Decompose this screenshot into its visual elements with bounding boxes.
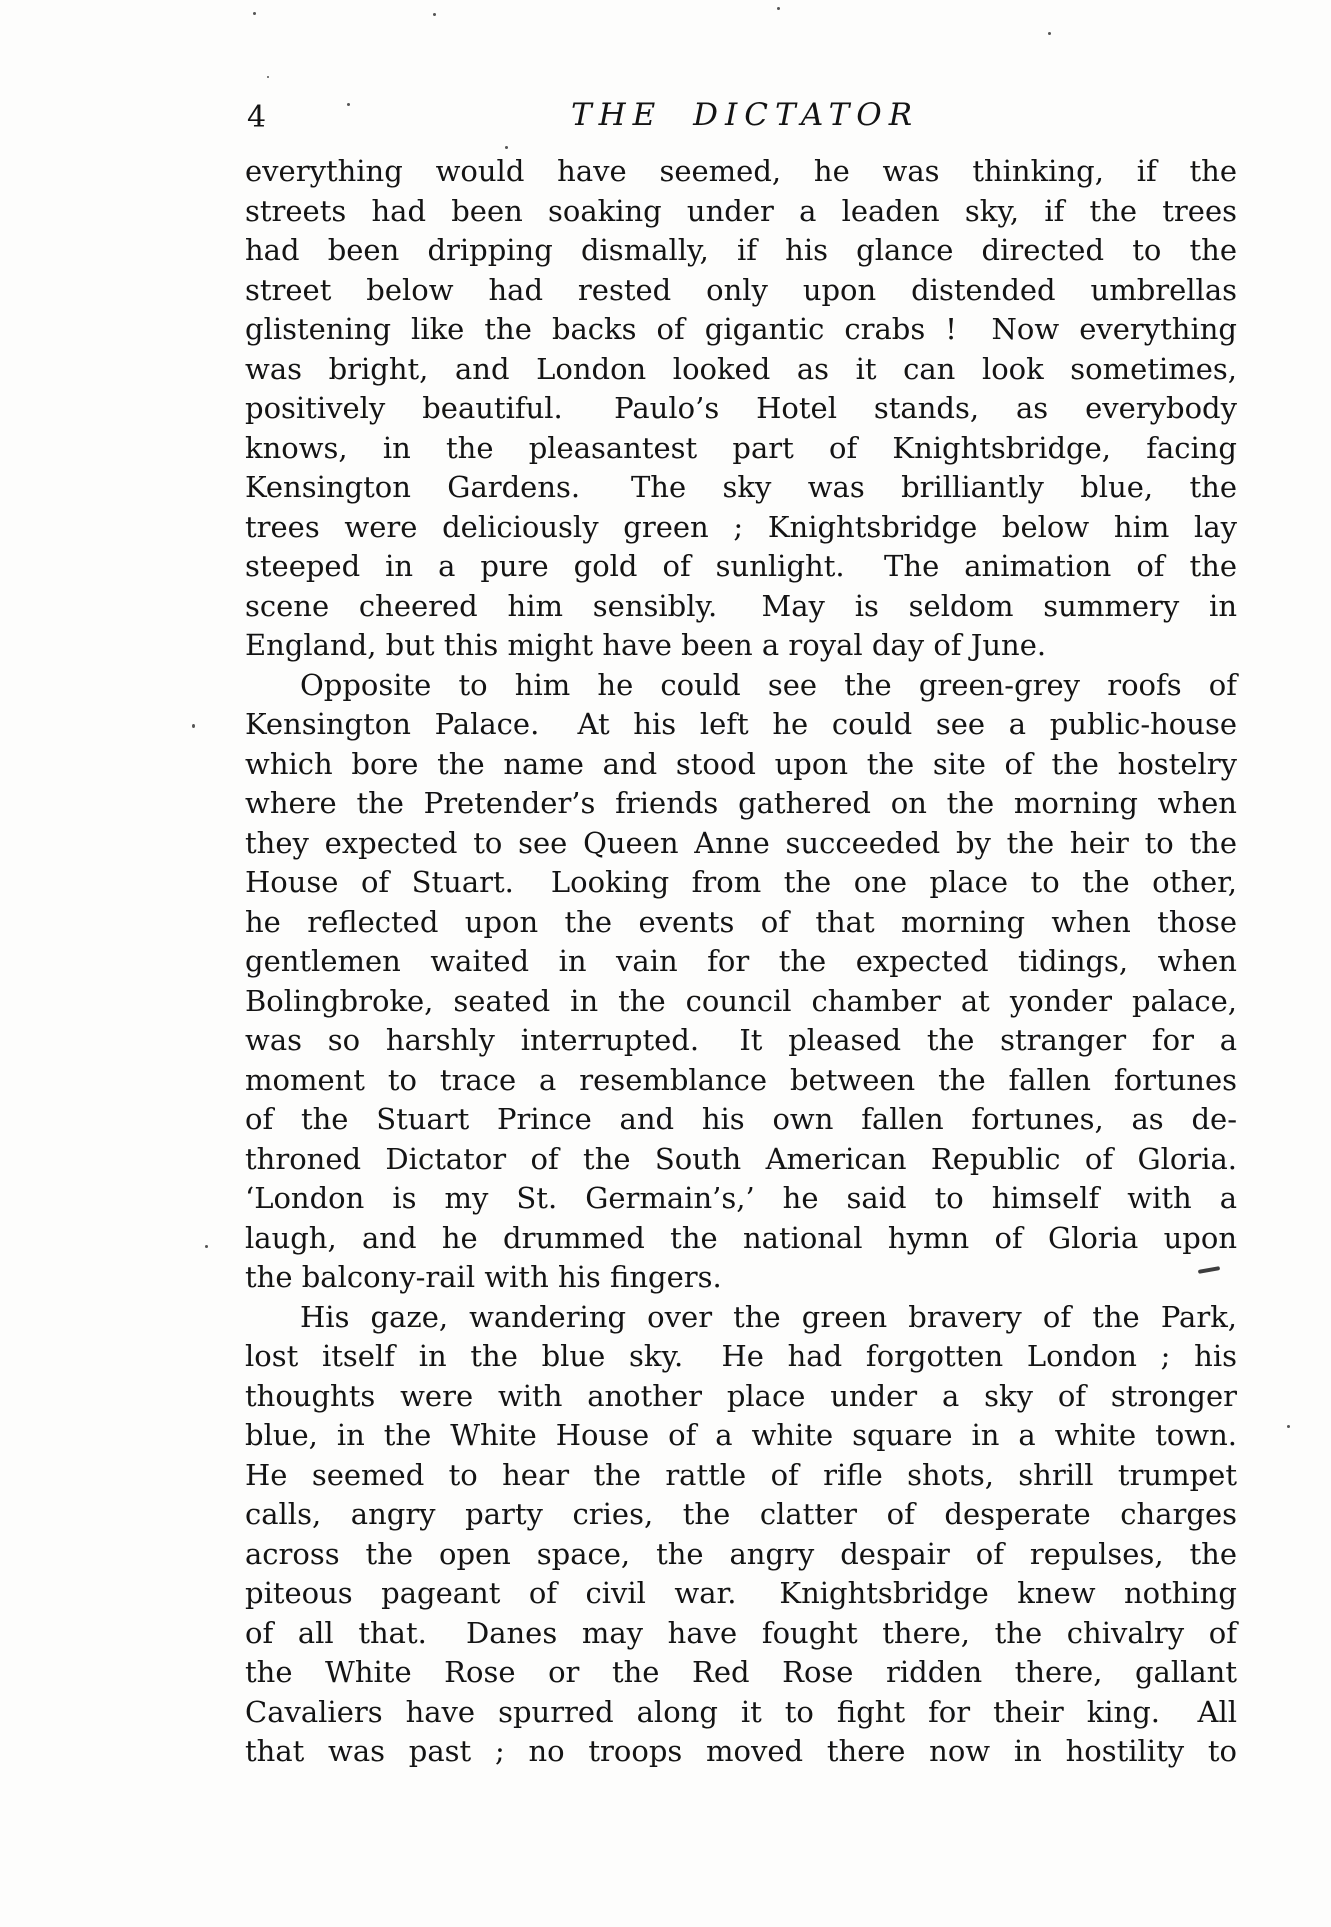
scan-speck [1048,32,1051,35]
text-line: of the Stuart Prince and his own fallen fortunes, as de- [245,1102,1237,1136]
text-line: Kensington Palace. At his left he could see a public-house [245,707,1237,741]
text-line: was so harshly interrupted. It pleased the stranger for a [245,1023,1237,1057]
text-line: positively beautiful. Paulo’s Hotel stands, as everybody [245,391,1237,425]
text-line: the White Rose or the Red Rose ridden there, gallant [245,1655,1237,1689]
text-line: knows, in the pleasantest part of Knightsbridge, facing [245,430,1237,465]
scan-speck [267,76,269,78]
text-line: He seemed to hear the rattle of rifle shots, shrill trumpet [245,1457,1237,1492]
text-line: which bore the name and stood upon the site of the hostelry [245,746,1237,781]
text-line: they expected to see Queen Anne succeeded by the heir to the [245,825,1237,860]
text-line: of all that. Danes may have fought there, the chivalry of [245,1615,1237,1650]
scan-speck [505,146,508,149]
text-line: he reflected upon the events of that morning when those [245,904,1237,939]
text-line: street below had rested only upon distended umbrellas [245,272,1237,307]
page-number: 4 [247,100,267,135]
text-line: where the Pretender’s friends gathered on the morning when [245,786,1237,820]
text-line: everything would have seemed, he was thinking, if the [245,154,1237,188]
text-line: lost itself in the blue sky. He had forgotten London ; his [245,1339,1237,1373]
scan-speck [433,13,436,16]
text-line: Bolingbroke, seated in the council chamber at yonder palace, [245,983,1237,1018]
text-line: the balcony-rail with his fingers. [245,1260,722,1294]
text-line: moment to trace a resemblance between the fallen fortunes [245,1062,1237,1097]
text-line: that was past ; no troops moved there now in hostility to [245,1734,1237,1768]
text-line: House of Stuart. Looking from the one place to the other, [245,865,1237,899]
scan-speck [777,7,780,10]
text-line: Cavaliers have spurred along it to fight for their king. All [245,1694,1237,1729]
running-title: THE DICTATOR [570,97,920,133]
text-line: England, but this might have been a royal day of June. [245,628,1047,662]
text-line: scene cheered him sensibly. May is seldom summery in [245,588,1237,623]
text-line: Opposite to him he could see the green-grey roofs of [300,667,1237,702]
text-line: laugh, and he drummed the national hymn of Gloria upon [245,1220,1237,1255]
text-line: ‘London is my St. Germain’s,’ he said to himself with a [245,1181,1237,1215]
text-line: blue, in the White House of a white square in a white town. [245,1418,1237,1452]
scan-speck [1287,1425,1290,1428]
text-line: was bright, and London looked as it can look sometimes, [245,351,1237,386]
paragraph [245,1298,1237,1772]
text-line: glistening like the backs of gigantic crabs ! Now everything [245,312,1237,346]
text-line: calls, angry party cries, the clatter of desperate charges [245,1497,1237,1531]
text-line: gentlemen waited in vain for the expected tidings, when [245,944,1237,978]
paragraph [245,666,1237,1298]
text-line: streets had been soaking under a leaden sky, if the trees [245,193,1237,228]
scan-speck [192,724,195,728]
text-line: across the open space, the angry despair of repulses, the [245,1536,1237,1571]
scan-speck [347,103,350,106]
text-line: steeped in a pure gold of sunlight. The animation of the [245,549,1237,583]
text-line: Kensington Gardens. The sky was brilliantly blue, the [245,470,1237,504]
text-line: thoughts were with another place under a sky of stronger [245,1378,1237,1413]
text-line: throned Dictator of the South American Republic of Gloria. [245,1141,1237,1176]
body-text [245,152,1237,1772]
paragraph [245,152,1237,666]
text-line: piteous pageant of civil war. Knightsbridge knew nothing [245,1576,1237,1610]
text-line: had been dripping dismally, if his glance directed to the [245,233,1237,267]
text-line: His gaze, wandering over the green bravery of the Park, [300,1299,1237,1334]
text-line: trees were deliciously green ; Knightsbridge below him lay [245,509,1237,544]
scan-speck [205,1245,208,1248]
scan-speck [253,12,256,15]
